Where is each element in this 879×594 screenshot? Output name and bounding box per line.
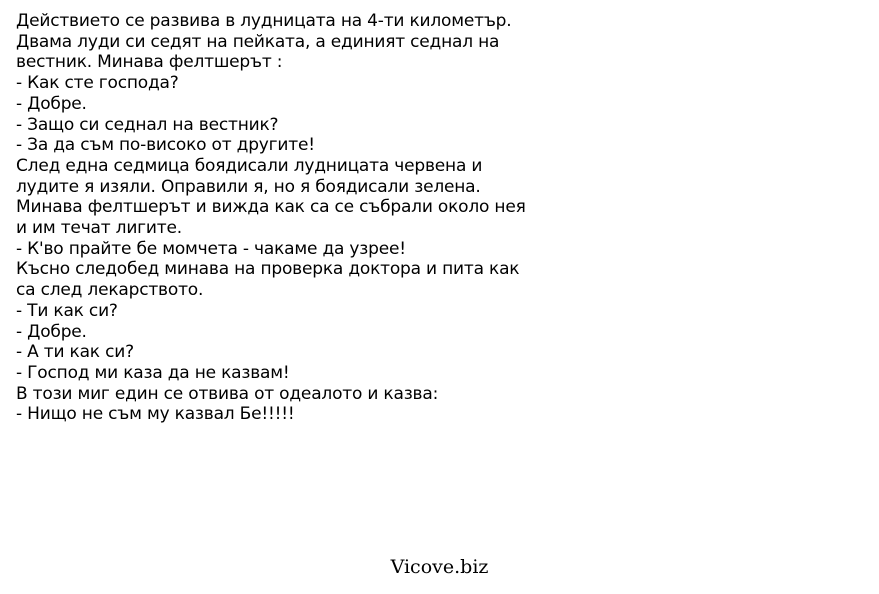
- joke-line: - Добре.: [16, 321, 87, 342]
- joke-line: лудите я изяли. Оправили я, но я боядисали зелена.: [16, 176, 481, 197]
- joke-line: - А ти как си?: [16, 342, 134, 363]
- joke-line: Двама луди си седят на пейката, а единият седнал на: [16, 31, 500, 52]
- joke-line: - За да съм по-високо от другите!: [16, 135, 315, 156]
- joke-line: са след лекарството.: [16, 280, 204, 301]
- joke-line: Действието се развива в лудницата на 4-ти километър.: [16, 11, 512, 31]
- joke-line: - Как сте господа?: [16, 73, 179, 94]
- joke-line: - Нищо не съм му казвал Бе!!!!!: [16, 404, 295, 425]
- joke-line: - Добре.: [16, 93, 87, 114]
- joke-line: - Ти как си?: [16, 300, 118, 321]
- joke-line: - К'во прайте бе момчета - чакаме да узрее!: [16, 238, 406, 259]
- joke-line: В този миг един се отвива от одеалото и казва:: [16, 383, 439, 404]
- joke-text: [16, 11, 866, 425]
- joke-line: След една седмица боядисали лудницата червена и: [16, 155, 483, 176]
- joke-line: вестник. Минава фелтшерът :: [16, 52, 283, 73]
- joke-line: и им течат лигите.: [16, 218, 182, 239]
- joke-line: - Господ ми каза да не казвам!: [16, 362, 290, 383]
- joke-line: Минава фелтшерът и вижда как са се събрали около нея: [16, 197, 526, 218]
- joke-line: Късно следобед минава на проверка доктора и пита как: [16, 259, 520, 280]
- site-watermark: Vicove.biz: [390, 556, 489, 578]
- joke-line: - Защо си седнал на вестник?: [16, 114, 279, 135]
